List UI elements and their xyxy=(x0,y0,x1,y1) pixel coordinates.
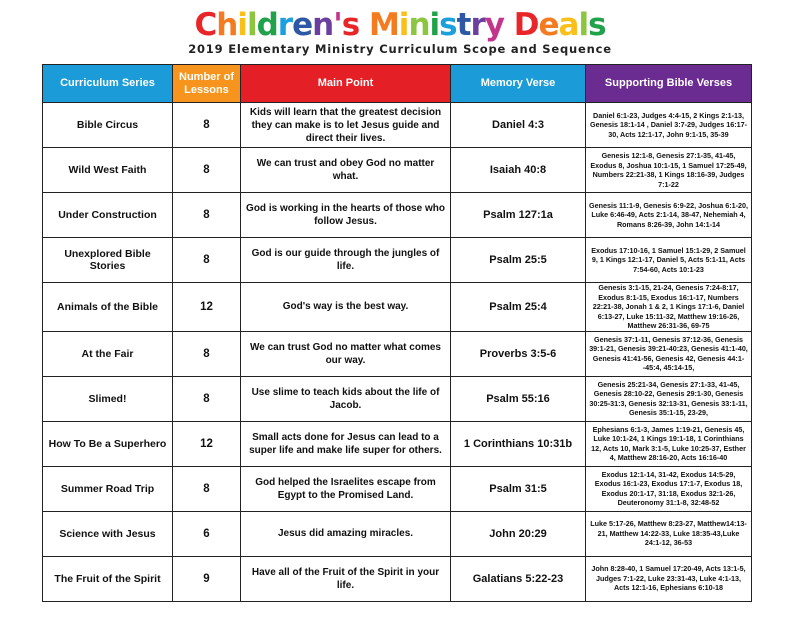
table-row xyxy=(43,466,752,511)
supporting-verses-cell: Genesis 12:1-8, Genesis 27:1-35, 41-45, Exodus 8, Joshua 10:1-15, 1 Samuel 17:25-49, Numbers 22:21-38, 1 Kings 18:16-39, Judges 7:1-22 xyxy=(586,148,752,193)
supporting-verses-cell: Exodus 12:1-14, 31-42, Exodus 14:5-29, Exodus 16:1-23, Exodus 17:1-7, Exodus 18, Exodus 20:1-17, 31:18, Exodus 32:1-26, Deuteronomy 31:1-8, 32:48-52 xyxy=(586,466,752,511)
memory-verse-cell: Psalm 25:4 xyxy=(451,283,586,332)
table-row xyxy=(43,556,752,601)
table-row xyxy=(43,103,752,148)
table-header-row xyxy=(43,65,752,103)
supporting-verses-cell: Daniel 6:1-23, Judges 4:4-15, 2 Kings 2:1-13, Genesis 18:1-14 , Daniel 3:7-29, Judges 16:17-30, Acts 12:1-17, John 9:1-15, 35-39 xyxy=(586,103,752,148)
table-row xyxy=(43,193,752,238)
main-point-cell: Small acts done for Jesus can lead to a super life and make life super for others. xyxy=(241,421,451,466)
memory-verse-cell: Galatians 5:22-23 xyxy=(451,556,586,601)
series-cell: Under Construction xyxy=(43,193,173,238)
supporting-verses-cell: Luke 5:17-26, Matthew 8:23-27, Matthew14:13-21, Matthew 14:22-33, Luke 18:35-43,Luke 24:1-12, 36-53 xyxy=(586,511,752,556)
page-subtitle: 2019 Elementary Ministry Curriculum Scope and Sequence xyxy=(188,42,612,56)
supporting-verses-cell: Genesis 11:1-9, Genesis 6:9-22, Joshua 6:1-20, Luke 6:46-49, Acts 2:1-14, 38-47, Nehemiah 4, Romans 8:26-39, John 14:1-14 xyxy=(586,193,752,238)
main-point-cell: God helped the Israelites escape from Egypt to the Promised Land. xyxy=(241,466,451,511)
header-supporting-verses: Supporting Bible Verses xyxy=(586,65,752,103)
series-cell: Animals of the Bible xyxy=(43,283,173,332)
series-cell: Unexplored Bible Stories xyxy=(43,238,173,283)
lessons-cell: 6 xyxy=(173,511,241,556)
header-number-of-lessons: Number of Lessons xyxy=(173,65,241,103)
table-row xyxy=(43,238,752,283)
memory-verse-cell: Psalm 31:5 xyxy=(451,466,586,511)
series-cell: Slimed! xyxy=(43,376,173,421)
main-point-cell: God is working in the hearts of those who follow Jesus. xyxy=(241,193,451,238)
table-row xyxy=(43,511,752,556)
lessons-cell: 8 xyxy=(173,466,241,511)
lessons-cell: 9 xyxy=(173,556,241,601)
main-point-cell: Jesus did amazing miracles. xyxy=(241,511,451,556)
lessons-cell: 8 xyxy=(173,238,241,283)
memory-verse-cell: John 20:29 xyxy=(451,511,586,556)
main-point-cell: Kids will learn that the greatest decision they can make is to let Jesus guide and direct their lives. xyxy=(241,103,451,148)
lessons-cell: 8 xyxy=(173,103,241,148)
memory-verse-cell: Proverbs 3:5-6 xyxy=(451,331,586,376)
table-row xyxy=(43,283,752,332)
main-point-cell: Have all of the Fruit of the Spirit in your life. xyxy=(241,556,451,601)
brand-logo: Children's Ministry Deals xyxy=(194,7,606,43)
header-memory-verse: Memory Verse xyxy=(451,65,586,103)
lessons-cell: 8 xyxy=(173,148,241,193)
lessons-cell: 8 xyxy=(173,331,241,376)
supporting-verses-cell: Genesis 25:21-34, Genesis 27:1-33, 41-45, Genesis 28:10-22, Genesis 29:1-30, Genesis 30:25-31:3, Genesis 32:13-31, Genesis 33:1-11, Genesis 35:1-15, 23-29, xyxy=(586,376,752,421)
supporting-verses-cell: Genesis 37:1-11, Genesis 37:12-36, Genesis 39:1-21, Genesis 39:21-40:23, Genesis 41:1-40, Genesis 41:41-56, Genesis 42, Genesis 44:1--45:4, 45:14-15, xyxy=(586,331,752,376)
table-row xyxy=(43,421,752,466)
main-point-cell: We can trust and obey God no matter what. xyxy=(241,148,451,193)
header-curriculum-series: Curriculum Series xyxy=(43,65,173,103)
lessons-cell: 12 xyxy=(173,421,241,466)
lessons-cell: 8 xyxy=(173,376,241,421)
curriculum-table xyxy=(42,64,752,602)
main-point-cell: God's way is the best way. xyxy=(241,283,451,332)
memory-verse-cell: 1 Corinthians 10:31b xyxy=(451,421,586,466)
series-cell: At the Fair xyxy=(43,331,173,376)
memory-verse-cell: Psalm 55:16 xyxy=(451,376,586,421)
memory-verse-cell: Psalm 25:5 xyxy=(451,238,586,283)
supporting-verses-cell: Ephesians 6:1-3, James 1:19-21, Genesis 45, Luke 10:1-24, 1 Kings 19:1-18, 1 Corinthians 12, Acts 10, Mark 3:1-5, Luke 10:25-37, Esther 4, Matthew 28:16-20, Acts 16:16-40 xyxy=(586,421,752,466)
memory-verse-cell: Isaiah 40:8 xyxy=(451,148,586,193)
table-row xyxy=(43,148,752,193)
main-point-cell: We can trust God no matter what comes our way. xyxy=(241,331,451,376)
supporting-verses-cell: Exodus 17:10-16, 1 Samuel 15:1-29, 2 Samuel 9, 1 Kings 12:1-17, Daniel 5, Acts 5:1-11, Acts 7:54-60, Acts 10:1-23 xyxy=(586,238,752,283)
table-row xyxy=(43,376,752,421)
series-cell: The Fruit of the Spirit xyxy=(43,556,173,601)
table-row xyxy=(43,331,752,376)
series-cell: Wild West Faith xyxy=(43,148,173,193)
lessons-cell: 8 xyxy=(173,193,241,238)
header-main-point: Main Point xyxy=(241,65,451,103)
series-cell: Science with Jesus xyxy=(43,511,173,556)
main-point-cell: God is our guide through the jungles of life. xyxy=(241,238,451,283)
series-cell: Bible Circus xyxy=(43,103,173,148)
series-cell: How To Be a Superhero xyxy=(43,421,173,466)
lessons-cell: 12 xyxy=(173,283,241,332)
supporting-verses-cell: John 8:28-40, 1 Samuel 17:20-49, Acts 13:1-5, Judges 7:1-22, Luke 23:31-43, Luke 4:1-13, Acts 12:1-16, Ephesians 6:10-18 xyxy=(586,556,752,601)
main-point-cell: Use slime to teach kids about the life of Jacob. xyxy=(241,376,451,421)
series-cell: Summer Road Trip xyxy=(43,466,173,511)
memory-verse-cell: Psalm 127:1a xyxy=(451,193,586,238)
memory-verse-cell: Daniel 4:3 xyxy=(451,103,586,148)
supporting-verses-cell: Genesis 3:1-15, 21-24, Genesis 7:24-8:17, Exodus 8:1-15, Exodus 16:1-17, Numbers 22:21-38, Jonah 1 & 2, 1 Kings 17:1-6, Daniel 6:13-27, Luke 15:11-32, Matthew 19:16-26, Matthew 26:31-36, 69-75 xyxy=(586,283,752,332)
